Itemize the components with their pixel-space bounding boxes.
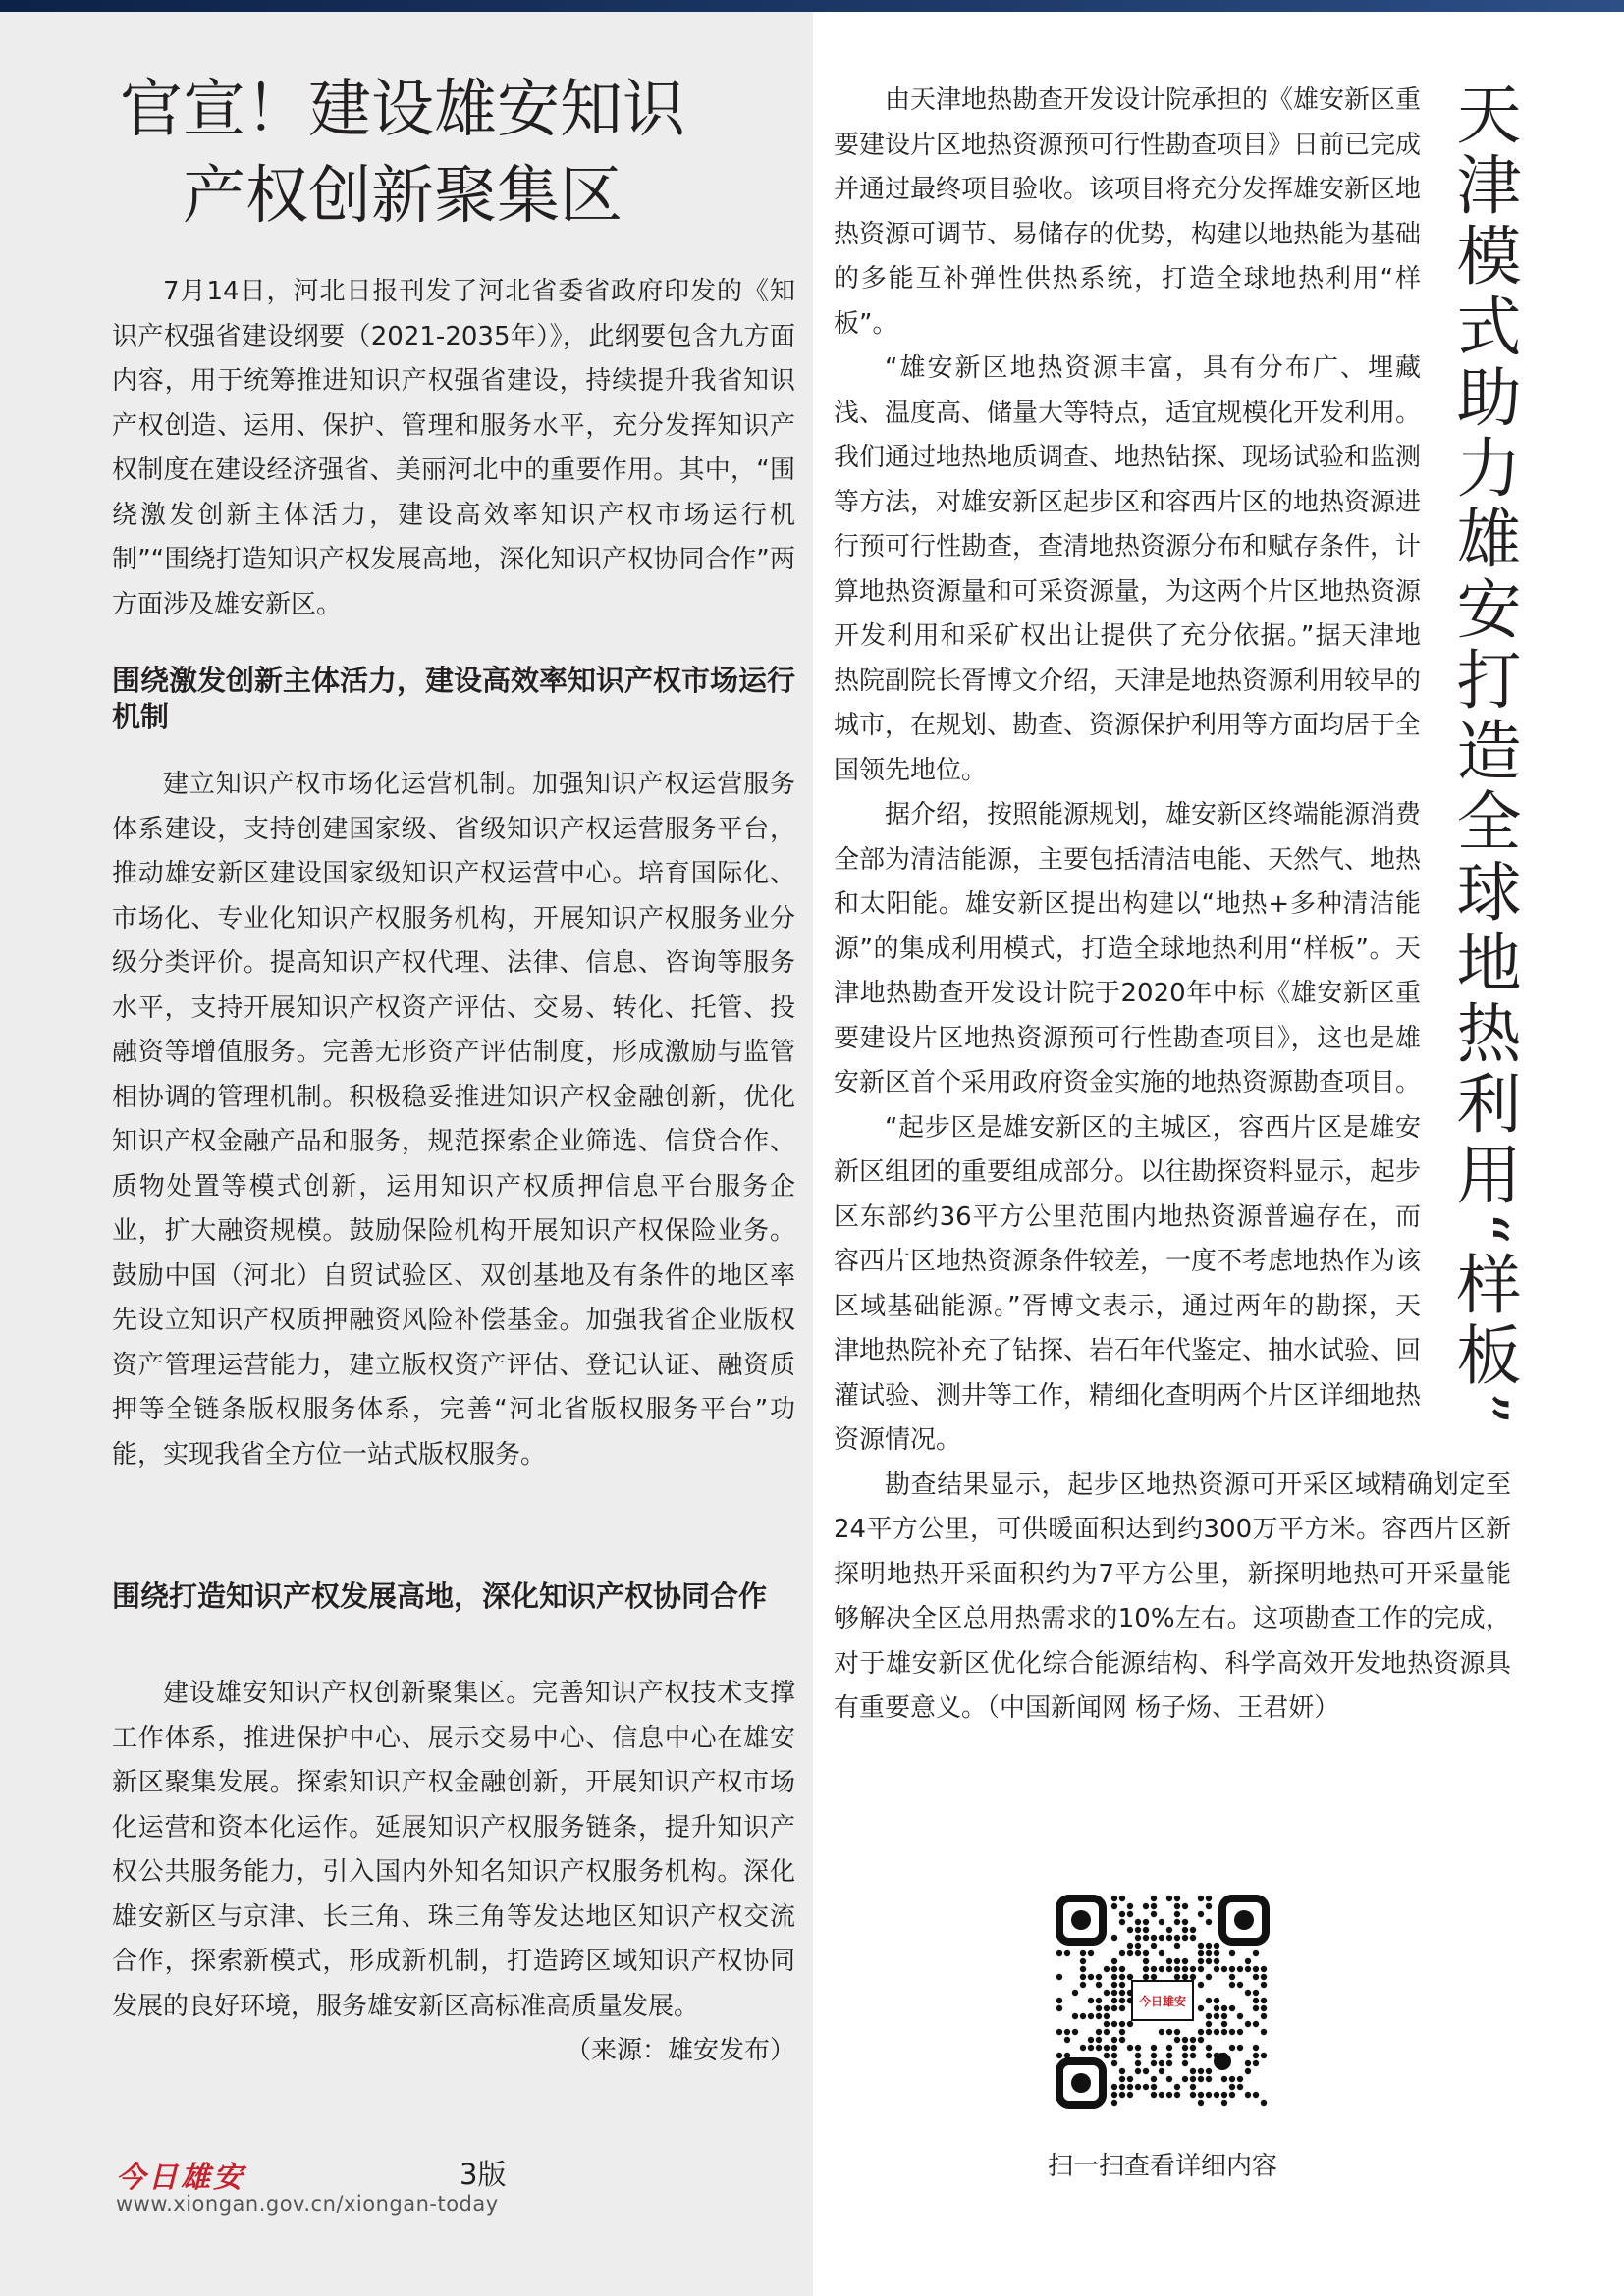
qr-code[interactable] bbox=[1054, 1893, 1272, 2110]
footer-logo: 今日雄安 bbox=[116, 2161, 245, 2195]
right-paragraph-2: “雄安新区地热资源丰富，具有分布广、埋藏浅、温度高、储量大等特点，适宜规模化开发利用。我们通过地热地质调查、地热钻探、现场试验和监测等方法，对雄安新区起步区和容西片区的地热资源进行预可行性勘查，查清地热资源分布和赋存条件，计算地热资源量和可采资源量，为这两个片区地热资源开发利用和采矿权出让提供了充分依据。”据天津地热院副院长胥博文介绍，天津是地热资源利用较早的城市，在规划、勘查、资源保护利用等方面均居于全国领先地位。 bbox=[834, 353, 1422, 785]
left-paragraph-3 bbox=[112, 1672, 795, 2074]
right-paragraph-4: “起步区是雄安新区的主城区，容西片区是雄安新区组团的重要组成部分。以往勘探资料显示，起步区东部约36平方公里范围内地热资源普遍存在，而容西片区地热资源条件较差，一度不考虑地热作为该区域基础能源。”胥博文表示，通过两年的勘探，天津地热院补充了钻探、岩石年代鉴定、抽水试验、回灌试验、测井等工作，精细化查明两个片区详细地热资源情况。 bbox=[834, 1112, 1422, 1455]
right-paragraph-3: 据介绍，按照能源规划，雄安新区终端能源消费全部为清洁能源，主要包括清洁电能、天然气、地热和太阳能。雄安新区提出构建以“地热+多种清洁能源”的集成利用模式，打造全球地热利用“样板”。天津地热勘查开发设计院于2020年中标《雄安新区重要建设片区地热资源预可行性勘查项目》，这也是雄安新区首个采用政府资金实施的地热资源勘查项目。 bbox=[834, 800, 1422, 1097]
qr-center-logo: 今日雄安 bbox=[1138, 1995, 1187, 2008]
section-heading-2: 围绕打造知识产权发展高地，深化知识产权协同合作 bbox=[112, 1579, 768, 1613]
section-heading-1: 围绕激发创新主体活力，建设高效率知识产权市场运行机制 bbox=[112, 664, 796, 733]
top-color-bar bbox=[0, 0, 1624, 12]
right-paragraph-1: 由天津地热勘查开发设计院承担的《雄安新区重要建设片区地热资源预可行性勘查项目》日前已完成并通过最终项目验收。该项目将充分发挥雄安新区地热资源可调节、易储存的优势，构建以地热能为基础的多能互补弹性供热系统，打造全球地热利用“样板”。 bbox=[834, 85, 1422, 339]
source-credit: （来源：雄安发布） bbox=[565, 2036, 795, 2065]
footer-url[interactable]: www.xiongan.gov.cn/xiongan-today bbox=[116, 2192, 499, 2216]
qr-caption: 扫一扫查看详细内容 bbox=[1047, 2152, 1277, 2181]
page-number: 3版 bbox=[460, 2158, 507, 2191]
vertical-headline: 天津模式助力雄安打造全球地热利用“样板” bbox=[1445, 80, 1521, 1431]
left-paragraph-2: 建立知识产权市场化运营机制。加强知识产权运营服务体系建设，支持创建国家级、省级知识产权运营服务平台，推动雄安新区建设国家级知识产权运营中心。培育国际化、市场化、专业化知识产权服务机构，开展知识产权服务业分级分类评价。提高知识产权代理、法律、信息、咨询等服务水平，支持开展知识产权资产评估、交易、转化、托管、投融资等增值服务。完善无形资产评估制度，形成激励与监管相协调的管理机制。积极稳妥推进知识产权金融创新，优化知识产权金融产品和服务，规范探索企业筛选、信贷合作、质物处置等模式创新，运用知识产权质押信息平台服务企业，扩大融资规模。鼓励保险机构开展知识产权保险业务。鼓励中国（河北）自贸试验区、双创基地及有条件的地区率先设立知识产权质押融资风险补偿基金。加强我省企业版权资产管理运营能力，建立版权资产评估、登记认证、融资质押等全链条版权服务体系，完善“河北省版权服务平台”功能，实现我省全方位一站式版权服务。 bbox=[112, 770, 795, 1469]
page-title: 官宣！建设雄安知识产权创新聚集区 bbox=[120, 74, 685, 233]
right-paragraph-5: 勘查结果显示，起步区地热资源可开采区域精确划定至24平方公里，可供暖面积达到约300万平方米。容西片区新探明地热开采面积约为7平方公里，新探明地热可开采量能够解决全区总用热需求的10%左右。这项勘查工作的完成，对于雄安新区优化综合能源结构、科学高效开发地热资源具有重要意义。（中国新闻网 杨子炀、王君妍） bbox=[834, 1469, 1511, 1723]
left-paragraph-3-text: 建设雄安知识产权创新聚集区。完善知识产权技术支撑工作体系，推进保护中心、展示交易中心、信息中心在雄安新区聚集发展。探索知识产权金融创新，开展知识产权市场化运营和资本化运作。延展知识产权服务链条，提升知识产权公共服务能力，引入国内外知名知识产权服务机构。深化雄安新区与京津、长三角、珠三角等发达地区知识产权交流合作，探索新模式，形成新机制，打造跨区域知识产权协同发展的良好环境，服务雄安新区高标准高质量发展。 bbox=[112, 1679, 795, 2021]
left-paragraph-1: 7月14日，河北日报刊发了河北省委省政府印发的《知识产权强省建设纲要（2021-2035年）》，此纲要包含九方面内容，用于统筹推进知识产权强省建设，持续提升我省知识产权创造、运用、保护、管理和服务水平，充分发挥知识产权制度在建设经济强省、美丽河北中的重要作用。其中，“围绕激发创新主体活力，建设高效率知识产权市场运行机制”“围绕打造知识产权发展高地，深化知识产权协同合作”两方面涉及雄安新区。 bbox=[112, 277, 795, 619]
